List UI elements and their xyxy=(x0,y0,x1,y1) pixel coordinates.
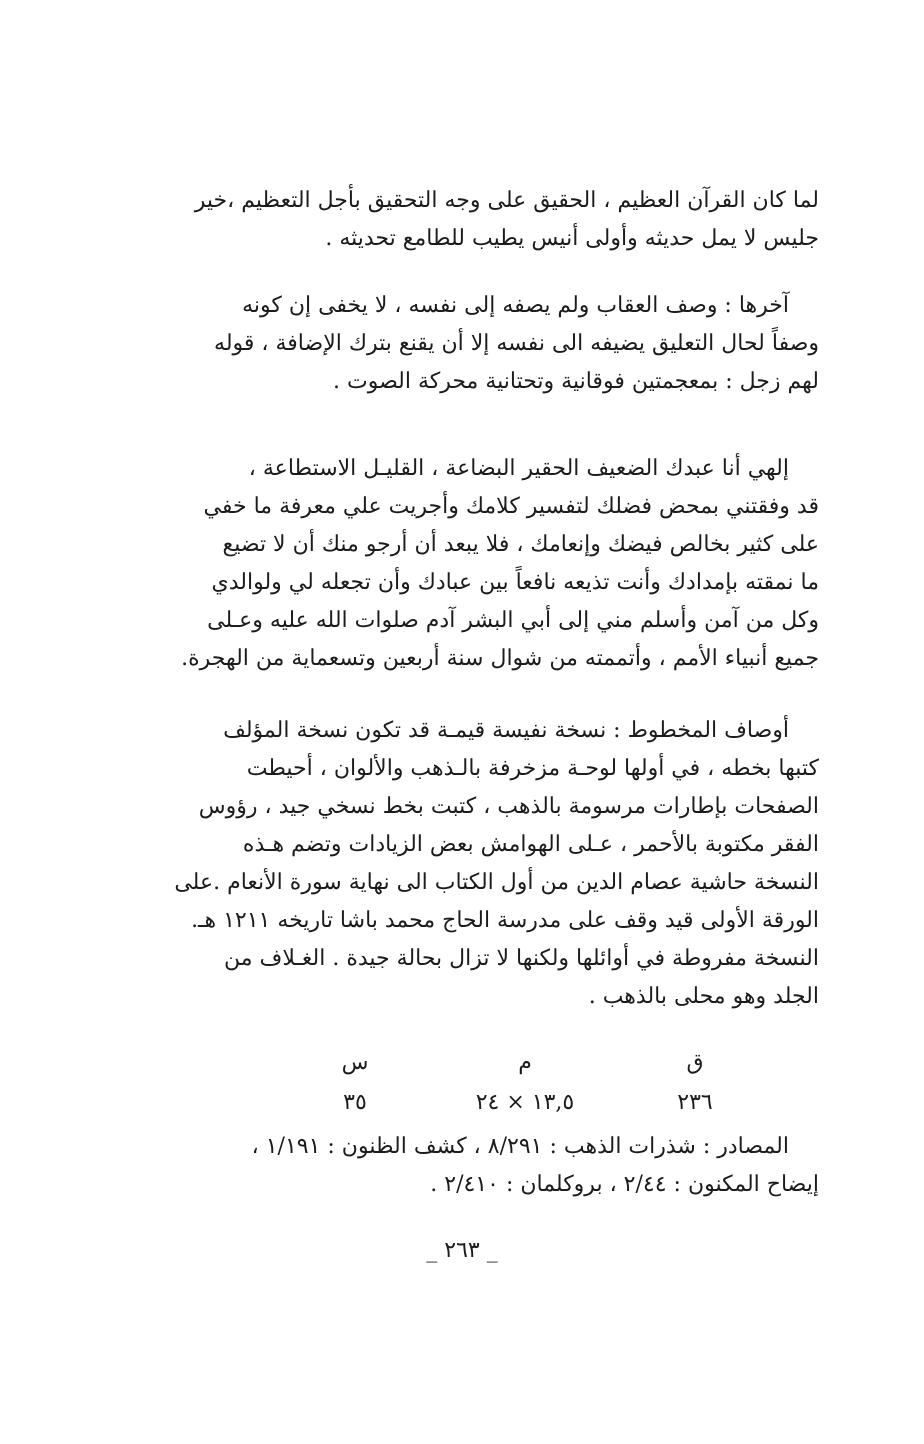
text-line: أوصاف المخطوط : نسخة نفيسة قيمـة قد تكون نسخة المؤلف xyxy=(223,718,789,743)
text-line: آخرها : وصف العقاب ولم يصفه إلى نفسه ، لا يخفى إن كونه xyxy=(242,293,789,318)
text-line: النسخة مفروطة في أوائلها ولكنها لا تزال بحالة جيدة . الغـلاف من xyxy=(224,946,819,971)
size-header: م xyxy=(518,1050,532,1075)
page-number: _ ٢٦٣ _ xyxy=(426,1238,498,1263)
lines-header: س xyxy=(341,1050,369,1075)
colophon-paragraph xyxy=(99,450,819,678)
text-line: الجلد وهو محلى بالذهب . xyxy=(588,984,819,1009)
text-line: كتبها بخطه ، في أولها لوحـة مزخرفة بالـذهب والألوان ، أحيطت xyxy=(246,756,819,781)
text-line: لما كان القرآن العظيم ، الحقيق على وجه التحقيق بأجل التعظيم ،خير xyxy=(194,188,819,213)
text-line: الفقر مكتوبة بالأحمر ، عـلى الهوامش بعض الزيادات وتضم هـذه xyxy=(242,832,819,857)
ending-paragraph xyxy=(99,287,819,401)
text-line: وكل من آمن وأسلم مني إلى أبي البشر آدم صلوات الله عليه وعـلى xyxy=(207,608,819,633)
text-line: إيضاح المكنون : ٢/٤٤ ، بروكلمان : ٢/٤١٠ . xyxy=(430,1172,819,1197)
text-line: ما نمقته بإمدادك وأنت تذيعه نافعاً بين عبادك وأن تجعله لي ولوالدي xyxy=(211,570,819,595)
intro-paragraph xyxy=(99,182,819,258)
text-line: وصفاً لحال التعليق يضيفه الى نفسه إلا أن يقنع بترك الإضافة ، قوله xyxy=(214,331,819,356)
text-line: جميع أنبياء الأمم ، وأتممته من شوال سنة أربعين وتسعماية من الهجرة. xyxy=(181,646,819,671)
measurements-table xyxy=(285,1043,765,1123)
folios-value: ٢٣٦ xyxy=(677,1090,713,1115)
text-line: قد وفقتني بمحض فضلك لتفسير كلامك وأجريت علي معرفة ما خفي xyxy=(203,494,819,519)
sources-paragraph xyxy=(99,1128,819,1204)
folios-header: ق xyxy=(686,1050,704,1075)
text-line: على كثير بخالص فيضك وإنعامك ، فلا يبعد أن أرجو منك أن لا تضيع xyxy=(222,532,819,557)
text-line: إلهي أنا عبدك الضعيف الحقير البضاعة ، القليـل الاستطاعة ، xyxy=(248,456,789,481)
lines-value: ٣٥ xyxy=(343,1090,367,1115)
text-line: لهم زجل : بمعجمتين فوقانية وتحتانية محركة الصوت . xyxy=(333,369,819,394)
measurements-header-row xyxy=(285,1043,765,1083)
manuscript-description-paragraph xyxy=(99,712,819,1016)
text-line: النسخة حاشية عصام الدين من أول الكتاب الى نهاية سورة الأنعام .على xyxy=(174,870,819,895)
text-line: الصفحات بإطارات مرسومة بالذهب ، كتبت بخط نسخي جيد ، رؤوس xyxy=(198,794,819,819)
measurements-value-row xyxy=(285,1083,765,1123)
size-value: ١٣,٥ × ٢٤ xyxy=(475,1090,575,1115)
text-line: المصادر : شذرات الذهب : ٨/٢٩١ ، كشف الظنون : ١/١٩١ ، xyxy=(251,1134,789,1159)
text-line: الورقة الأولى قيد وقف على مدرسة الحاج محمد باشا تاريخه ١٢١١ هـ. xyxy=(191,908,819,933)
text-line: جليس لا يمل حديثه وأولى أنيس يطيب للطامع تحديثه . xyxy=(325,226,819,251)
